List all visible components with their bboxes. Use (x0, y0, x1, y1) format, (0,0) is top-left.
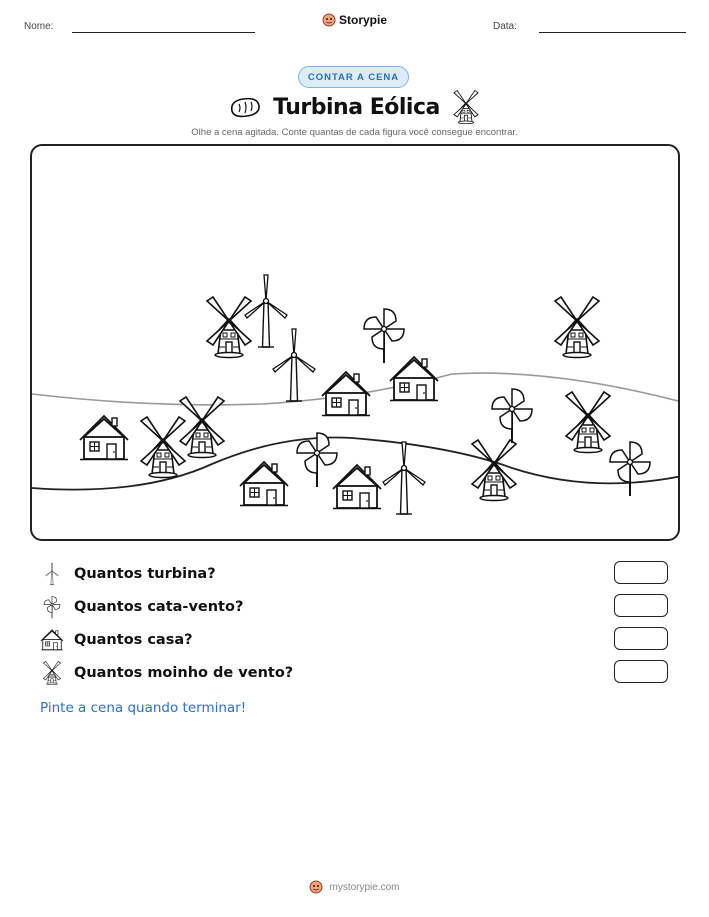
pinwheel (492, 389, 532, 443)
question-turbine (40, 561, 680, 587)
pinwheel (610, 442, 650, 496)
date-label: Data: (493, 21, 517, 32)
answer-box-turbine[interactable] (614, 561, 668, 584)
title-row (0, 90, 709, 124)
windmill (566, 392, 610, 453)
question-house (40, 627, 680, 653)
pinwheel (364, 309, 404, 363)
site-footer (0, 880, 709, 894)
brand-name: Storypie (339, 13, 388, 27)
wind-turbine-icon (40, 562, 64, 586)
house (80, 416, 128, 460)
windmill (555, 297, 599, 358)
house (333, 465, 381, 509)
house (322, 372, 370, 416)
pinwheel (297, 433, 337, 487)
wind-turbine (245, 275, 287, 347)
windmill-icon (40, 661, 64, 685)
counting-scene[interactable] (30, 144, 680, 541)
house (390, 357, 438, 401)
question-text: Quantos cata-vento? (74, 599, 244, 615)
answer-box-windmill[interactable] (614, 660, 668, 683)
house (240, 462, 288, 506)
question-windmill (40, 660, 680, 686)
storypie-logo-icon (322, 13, 336, 27)
windmill-title-icon (452, 90, 480, 124)
windmill (141, 417, 185, 478)
question-text: Quantos moinho de vento? (74, 665, 294, 681)
windmill (207, 297, 251, 358)
activity-type-badge: CONTAR A CENA (298, 66, 409, 88)
wind-turbine (383, 442, 425, 514)
instructions: Olhe a cena agitada. Conte quantas de cada figura você consegue encontrar. (191, 127, 518, 138)
coloring-note: Pinte a cena quando terminar! (40, 700, 247, 716)
name-label: Nome: (24, 21, 54, 32)
pinwheel-icon (40, 595, 64, 619)
windmill (180, 397, 224, 458)
date-line[interactable] (539, 32, 686, 33)
brand-logo (322, 13, 387, 27)
house-icon (40, 628, 64, 652)
page-title: Turbina Eólica (273, 94, 440, 120)
question-text: Quantos casa? (74, 632, 193, 648)
question-pinwheel (40, 594, 680, 620)
site-url: mystorypie.com (329, 881, 400, 893)
wind-turbine (273, 329, 315, 401)
bread-icon (229, 96, 261, 118)
scene-illustration (32, 146, 680, 541)
question-text: Quantos turbina? (74, 566, 216, 582)
storypie-footer-icon (309, 880, 323, 894)
answer-box-house[interactable] (614, 627, 668, 650)
windmill (472, 440, 516, 501)
answer-box-pinwheel[interactable] (614, 594, 668, 617)
name-line[interactable] (72, 32, 255, 33)
